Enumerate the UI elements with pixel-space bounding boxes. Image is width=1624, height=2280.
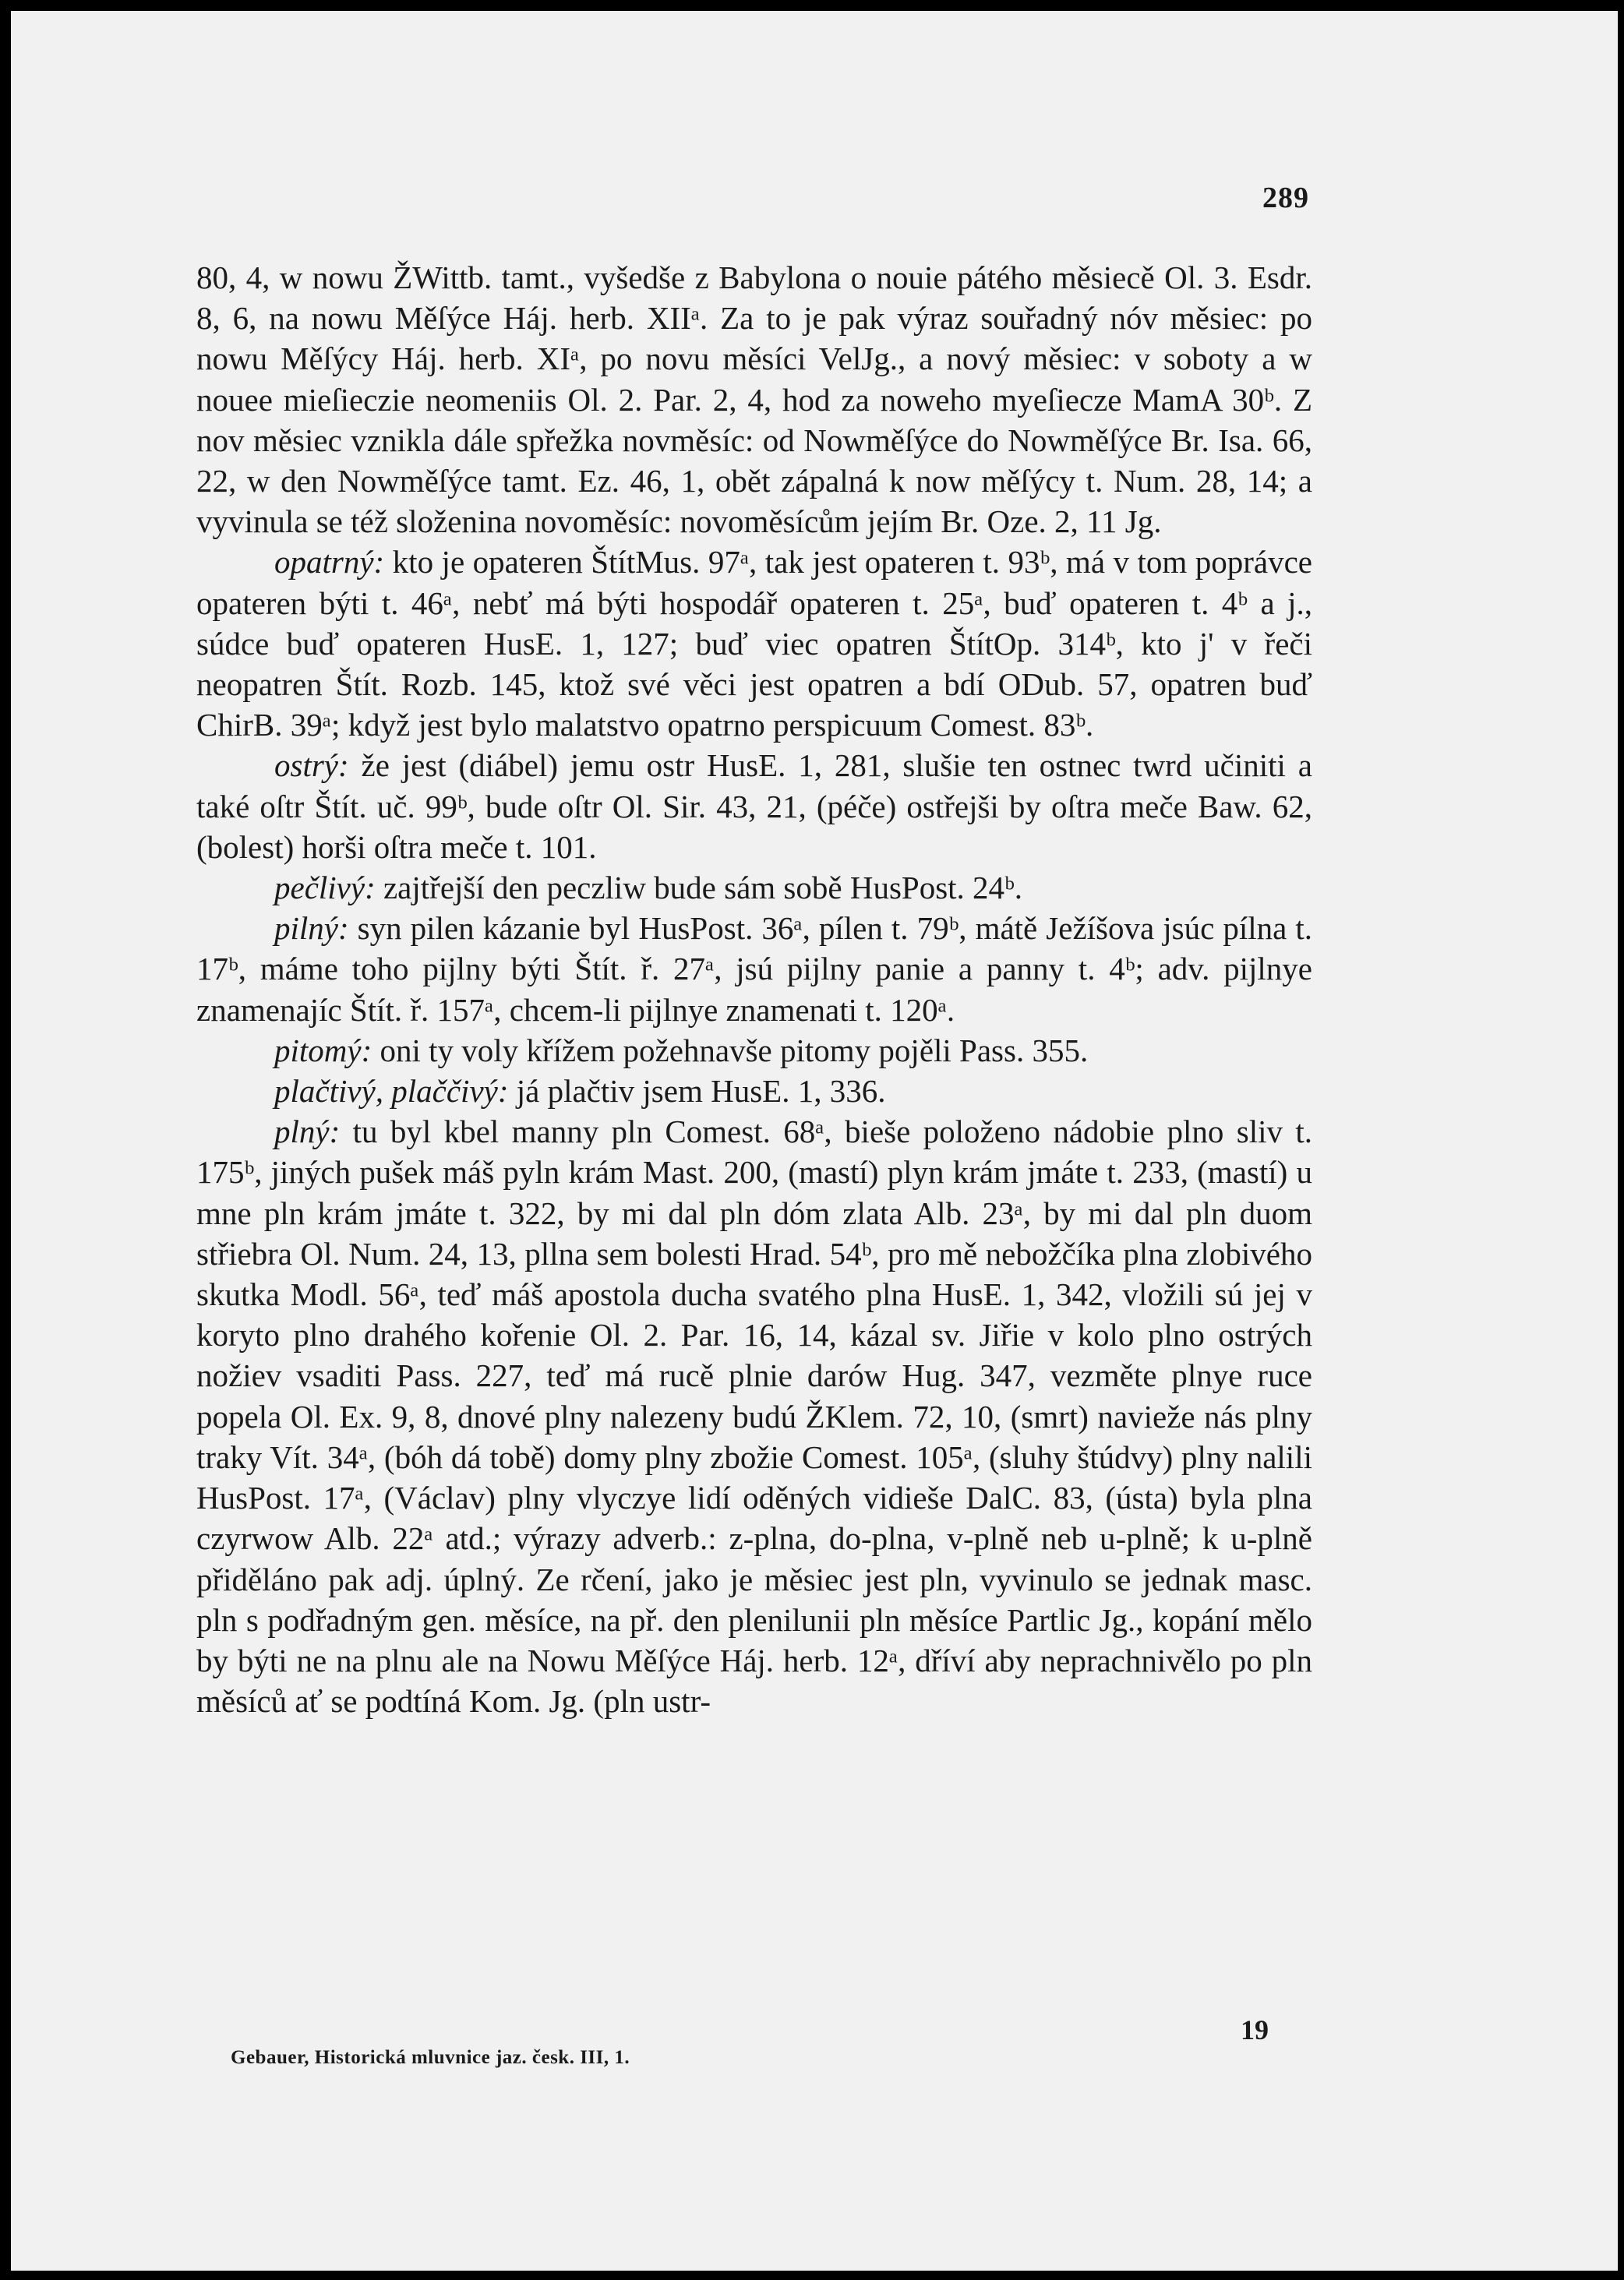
paragraph-continuation <box>196 257 1312 542</box>
entry-text: oni ty voly křížem požehnavše pitomy pojěli Pass. 355. <box>372 1032 1089 1068</box>
entry-text: kto je opateren ŠtítMus. 97ᵃ, tak jest opateren t. 93ᵇ, má v tom poprávce opateren býti t. 46ᵃ, nebť má býti hospodář opateren t. 25ᵃ, buď opateren t. 4ᵇ a j., súdce buď opateren HusE. 1, 127; buď viec opatren ŠtítOp. 314ᵇ, kto j' v řeči neopatren Štít. Rozb. 145, ktož své věci jest opatren a bdí ODub. 57, opatren buď ChirB. 39ᵃ; když jest bylo malatstvo opatrno perspicuum Comest. 83ᵇ. <box>196 544 1312 743</box>
entry-pitomy <box>196 1030 1312 1071</box>
headword: pilný: <box>274 910 349 947</box>
headword: plačtivý, plaččivý: <box>274 1073 509 1110</box>
headword: pitomý: <box>274 1032 372 1068</box>
entry-peclivy <box>196 867 1312 908</box>
entry-text: zajtřejší den peczliw bude sám sobě HusPost. 24ᵇ. <box>375 870 1022 906</box>
headword: pečlivý: <box>274 870 376 906</box>
headword: plný: <box>274 1114 341 1150</box>
scan-border-bottom <box>0 2271 1624 2280</box>
entry-text: tu byl kbel manny pln Comest. 68ᵃ, bieše položeno nádobie plno sliv t. 175ᵇ, jiných pušek máš pyln krám Mast. 200, (mastí) plyn krám jmáte t. 233, (mastí) u mne pln krám jmáte t. 322, by mi dal pln dóm zlata Alb. 23ᵃ, by mi dal pln duom střiebra Ol. Num. 24, 13, pllna sem bolesti Hrad. 54ᵇ, pro mě nebožčíka plna zlobivého skutka Modl. 56ᵃ, teď máš apostola ducha svatého plna HusE. 1, 342, vložili sú jej v koryto plno drahého kořenie Ol. 2. Par. 16, 14, kázal sv. Jiřie v kolo plno ostrých nožiev vsaditi Pass. 227, teď má rucě plnie darów Hug. 347, vezměte plnye ruce popela Ol. Ex. 9, 8, dnové plny nalezeny budú ŽKlem. 72, 10, (smrt) navieže nás plny traky Vít. 34ᵃ, (bóh dá tobě) domy plny zbožie Comest. 105ᵃ, (sluhy štúdvy) plny nalili HusPost. 17ᵃ, (Václav) plny vlyczye lidí oděných vidieše DalC. 83, (ústa) byla plna czyrwow Alb. 22ᵃ atd.; výrazy adverb.: z-plna, do-plna, v-plně neb u-plně; k u-plně přiděláno pak adj. úplný. Ze rčení, jako je měsiec jest pln, vyvinulo se jednak masc. pln s podřadným gen. měsíce, na př. den plenilunii pln měsíce Partlic Jg., kopání mělo by býti ne na plnu ale na Nowu Měſýce Háj. herb. 12ᵃ, dříví aby neprachnivělo po pln měsíců ať se podtíná Kom. Jg. (pln ustr- <box>196 1114 1312 1720</box>
entry-text: syn pilen kázanie byl HusPost. 36ᵃ, pílen t. 79ᵇ, mátě Ježíšova jsúc pílna t. 17ᵇ, máme toho pijlny býti Štít. ř. 27ᵃ, jsú pijlny panie a panny t. 4ᵇ; adv. pijlnye znamenajíc Štít. ř. 157ᵃ, chcem-li pijlnye znamenati t. 120ᵃ. <box>196 910 1312 1028</box>
paragraph-text: 80, 4, w nowu ŽWittb. tamt., vyšedše z Babylona o nouie pátého měsiecě Ol. 3. Esdr. 8, 6, na nowu Měſýce Háj. herb. XIIᵃ. Za to je pak výraz souřadný nóv měsiec: po nowu Měſýcy Háj. herb. XIᵃ, po novu měsíci VelJg., a nový měsiec: v soboty a w nouee mieſieczie neomeniis Ol. 2. Par. 2, 4, hod za noweho myeſiecze MamA 30ᵇ. Z nov měsiec vznikla dále spřežka novměsíc: od Nowměſýce do Nowměſýce Br. Isa. 66, 22, w den Nowměſýce tamt. Ez. 46, 1, obět zápalná k now měſýcy t. Num. 28, 14; a vyvinula se též složenina novoměsíc: novoměsícům jejím Br. Oze. 2, 11 Jg. <box>196 259 1312 540</box>
scan-border-top <box>0 0 1624 11</box>
page-number: 289 <box>1262 182 1309 214</box>
headword: ostrý: <box>274 747 349 784</box>
entry-plactivy <box>196 1071 1312 1111</box>
body-text <box>196 257 1312 1721</box>
entry-text: já plačtiv jsem HusE. 1, 336. <box>508 1073 886 1110</box>
scan-border-left <box>0 0 11 2280</box>
headword: opatrný: <box>274 544 385 581</box>
signature-mark: 19 <box>1241 2014 1269 2045</box>
entry-pilny <box>196 908 1312 1030</box>
entry-ostry <box>196 745 1312 867</box>
footer-citation: Gebauer, Historická mluvnice jaz. česk. III, 1. <box>231 2047 630 2068</box>
entry-opatrny <box>196 542 1312 745</box>
entry-plny <box>196 1111 1312 1721</box>
entry-text: že jest (diábel) jemu ostr HusE. 1, 281, slušie ten ostnec twrd učiniti a také oſtr Štít. uč. 99ᵇ, bude oſtr Ol. Sir. 43, 21, (péče) ostřejši by oſtra meče Baw. 62, (bolest) horši oſtra meče t. 101. <box>196 747 1312 865</box>
scan-border-right <box>1618 0 1624 2280</box>
